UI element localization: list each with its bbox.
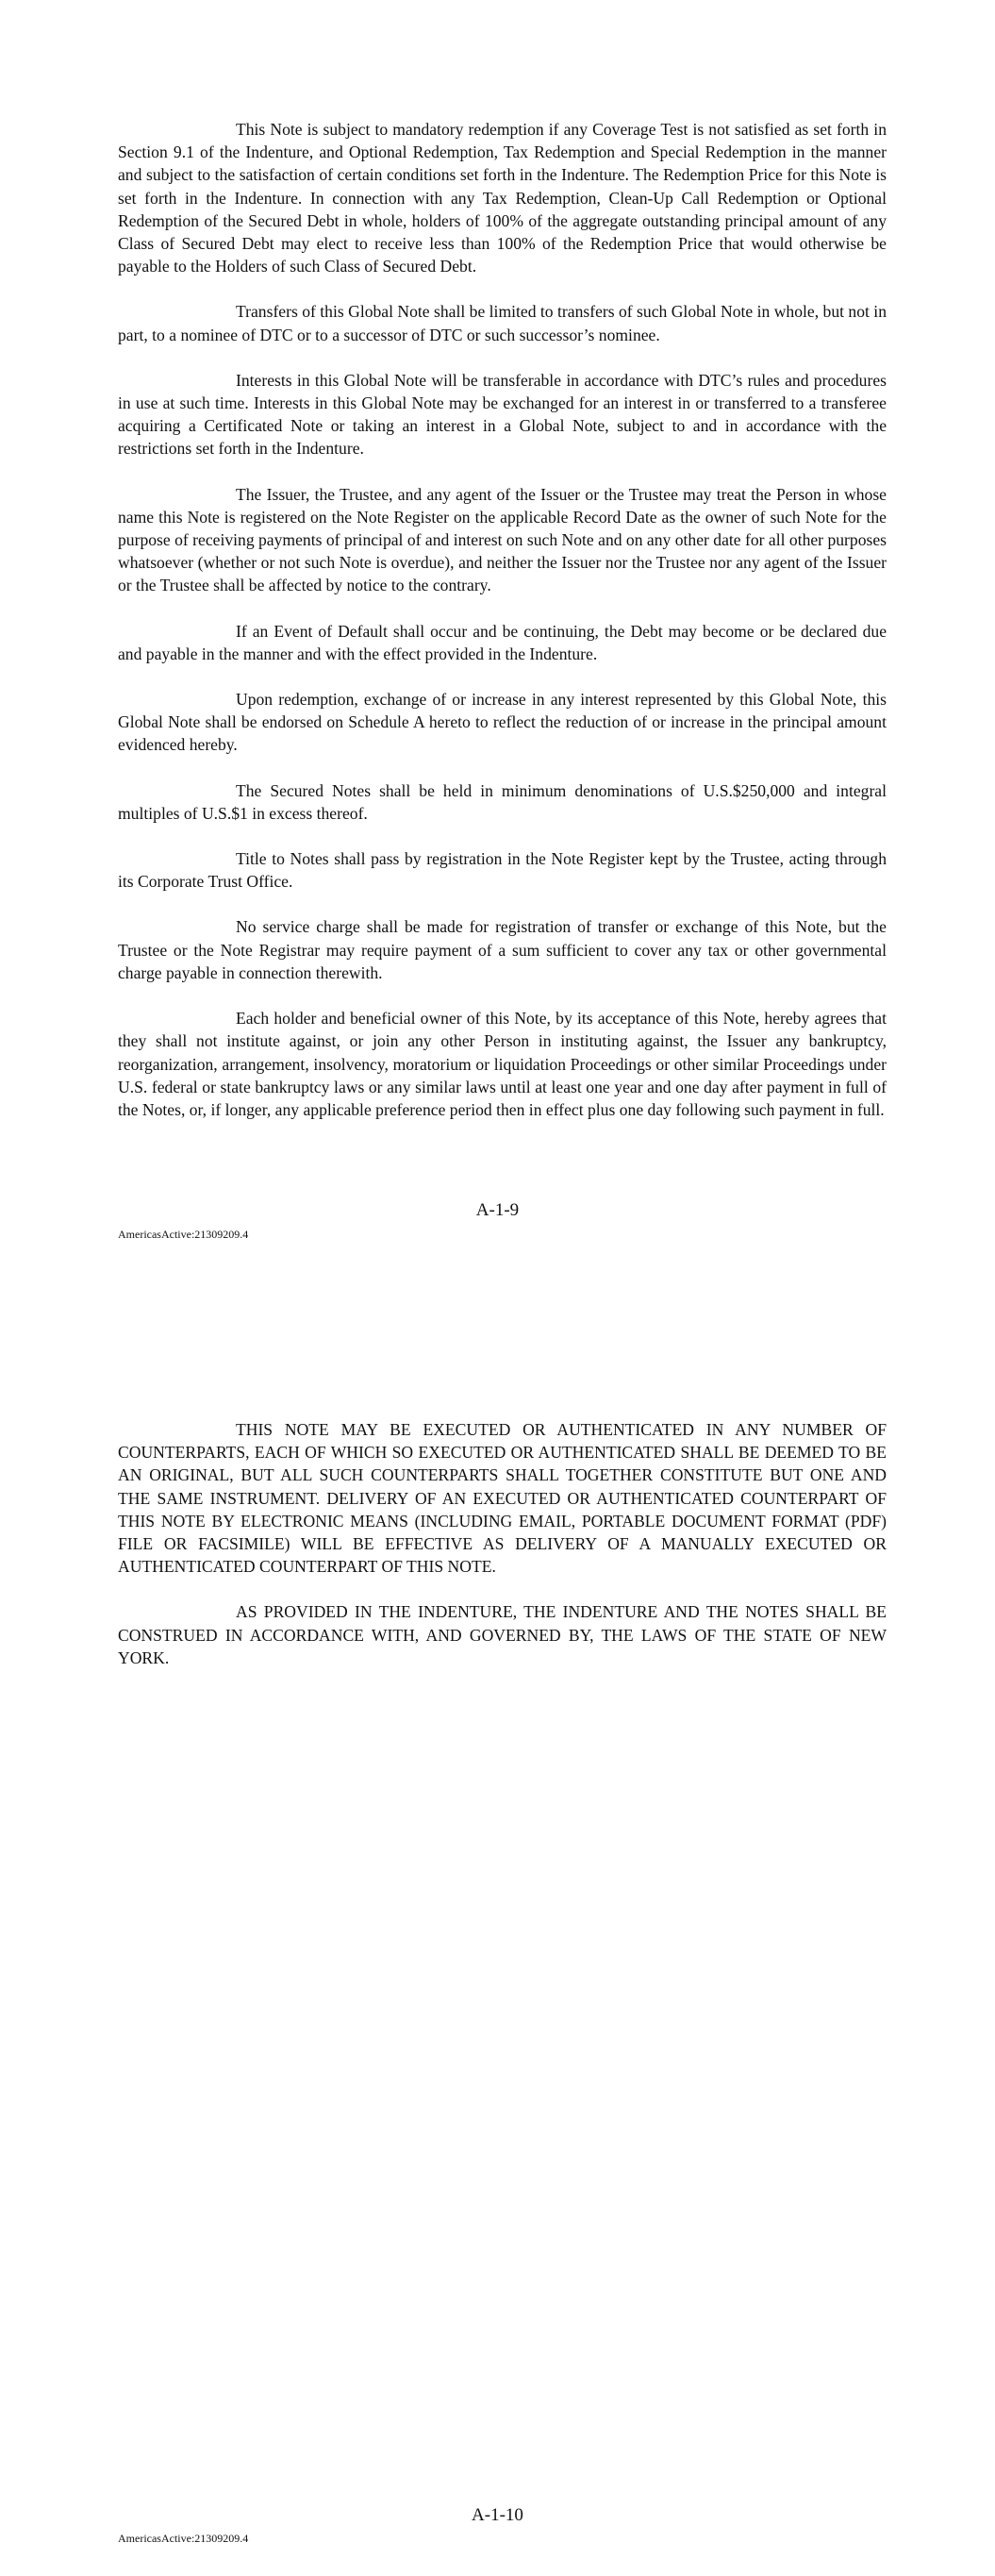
paragraph-minimum-denominations: The Secured Notes shall be held in minimum denominations of U.S.$250,000 and integral multiples of U.S.$1 in excess thereof. [118, 780, 887, 823]
page-number: A-1-9 [475, 1200, 520, 1220]
paragraph-schedule-a-endorsement: Upon redemption, exchange of or increase in any interest represented by this Global Note, this Global Note shall be endorsed on Schedule A hereto to reflect the reduction of or increase in the principal amount evidenced hereby. [118, 690, 887, 755]
paragraph-governing-law: AS PROVIDED IN THE INDENTURE, THE INDENTURE AND THE NOTES SHALL BE CONSTRUED IN ACCORDANCE WITH, AND GOVERNED BY, THE LAWS OF THE STATE OF NEW YORK. [118, 1602, 887, 1667]
document-page-2 [0, 1288, 995, 2576]
paragraph-registered-owner: The Issuer, the Trustee, and any agent of the Issuer or the Trustee may treat the Person in whose name this Note is registered on the Note Register on the applicable Record Date as the owner of such Note for the purpose of receiving payments of principal of and interest on such Note and on any other date for all other purposes whatsoever (whether or not such Note is overdue), and neither the Issuer nor the Trustee nor any agent of the Issuer or the Trustee shall be affected by notice to the contrary. [118, 484, 887, 595]
paragraph-non-petition: Each holder and beneficial owner of this Note, by its acceptance of this Note, hereby agrees that they shall not institute against, or join any other Person in instituting against, the Issuer any bankruptcy, reorganization, arrangement, insolvency, moratorium or liquidation Proceedings or other similar Proceedings under U.S. federal or state bankruptcy laws or any similar laws until at least one year and one day after payment in full of the Notes, or, if longer, any applicable preference period then in effect plus one day following such payment in full. [118, 1009, 887, 1119]
paragraph-title-registration: Title to Notes shall pass by registration in the Note Register kept by the Trustee, acting through its Corporate Trust Office. [118, 849, 887, 892]
document-id: AmericasActive:21309209.4 [118, 2532, 249, 2545]
paragraph-counterparts: THIS NOTE MAY BE EXECUTED OR AUTHENTICATED IN ANY NUMBER OF COUNTERPARTS, EACH OF WHICH SO EXECUTED OR AUTHENTICATED SHALL BE DEEMED TO BE AN ORIGINAL, BUT ALL SUCH COUNTERPARTS SHALL TOGETHER CONSTITUTE BUT ONE AND THE SAME INSTRUMENT. DELIVERY OF AN EXECUTED OR AUTHENTICATED COUNTERPART OF THIS NOTE BY ELECTRONIC MEANS (INCLUDING EMAIL, PORTABLE DOCUMENT FORMAT (PDF) FILE OR FACSIMILE) WILL BE EFFECTIVE AS DELIVERY OF A MANUALLY EXECUTED OR AUTHENTICATED COUNTERPART OF THIS NOTE. [118, 1420, 887, 1577]
page-number: A-1-10 [472, 2505, 523, 2525]
page-body [118, 118, 887, 1144]
paragraph-service-charge: No service charge shall be made for registration of transfer or exchange of this Note, but the Trustee or the Note Registrar may require payment of a sum sufficient to cover any tax or other governmental charge payable in connection therewith. [118, 917, 887, 982]
page-body [118, 1418, 887, 1692]
paragraph-mandatory-redemption: This Note is subject to mandatory redemption if any Coverage Test is not satisfied as set forth in Section 9.1 of the Indenture, and Optional Redemption, Tax Redemption and Special Redemption in the manner and subject to the satisfaction of certain conditions set forth in the Indenture. The Redemption Price for this Note is set forth in the Indenture. In connection with any Tax Redemption, Clean-Up Call Redemption or Optional Redemption of the Secured Debt in whole, holders of 100% of the aggregate outstanding principal amount of any Class of Secured Debt may elect to receive less than 100% of the Redemption Price that would otherwise be payable to the Holders of such Class of Secured Debt. [118, 120, 887, 276]
paragraph-event-of-default: If an Event of Default shall occur and be continuing, the Debt may become or be declared due and payable in the manner and with the effect provided in the Indenture. [118, 621, 887, 663]
paragraph-dtc-interests: Interests in this Global Note will be transferable in accordance with DTC’s rules and procedures in use at such time. Interests in this Global Note may be exchanged for an interest in or transferred to a transferee acquiring a Certificated Note or taking an interest in a Global Note, subject to and in accordance with the restrictions set forth in the Indenture. [118, 370, 887, 459]
paragraph-global-note-transfers: Transfers of this Global Note shall be limited to transfers of such Global Note in whole, but not in part, to a nominee of DTC or to a successor of DTC or such successor’s nominee. [118, 302, 887, 344]
document-id: AmericasActive:21309209.4 [118, 1228, 249, 1241]
